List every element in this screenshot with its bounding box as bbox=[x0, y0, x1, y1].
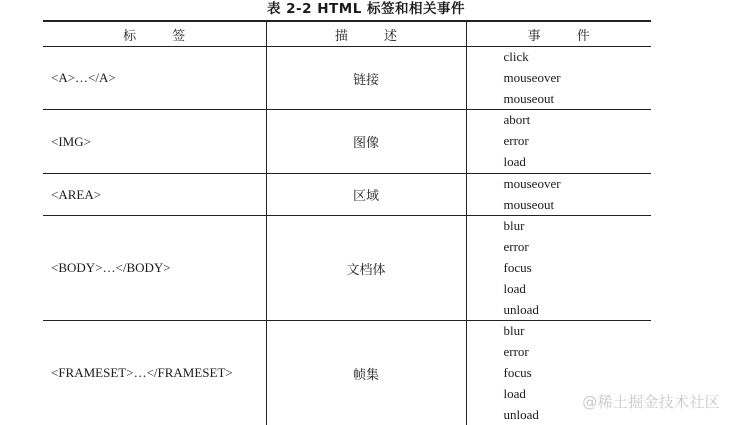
event-item: load bbox=[503, 153, 526, 169]
event-item: blur bbox=[503, 323, 525, 339]
event-item: mouseout bbox=[503, 196, 555, 212]
header-row bbox=[43, 21, 651, 47]
table-row bbox=[43, 173, 651, 216]
tag-cell: <FRAMESET>…</FRAMESET> bbox=[43, 321, 266, 425]
tag-cell: <IMG> bbox=[43, 110, 266, 173]
description-cell: 帧集 bbox=[266, 321, 466, 425]
watermark: @稀土掘金技术社区 bbox=[582, 393, 720, 411]
event-item: blur bbox=[503, 218, 525, 234]
table-row bbox=[43, 321, 651, 425]
event-item: unload bbox=[503, 301, 539, 317]
event-item: focus bbox=[503, 259, 532, 275]
events-table bbox=[43, 20, 651, 425]
event-item: load bbox=[503, 385, 526, 401]
events-cell bbox=[466, 216, 651, 321]
event-item: load bbox=[503, 280, 526, 296]
event-item: click bbox=[503, 49, 529, 64]
event-item: abort bbox=[503, 112, 531, 128]
event-item: unload bbox=[503, 406, 539, 422]
tag-cell: <AREA> bbox=[43, 173, 266, 216]
table-row bbox=[43, 110, 651, 173]
event-item: error bbox=[503, 133, 529, 149]
events-cell bbox=[466, 173, 651, 216]
events-cell bbox=[466, 47, 651, 110]
description-cell: 文档体 bbox=[266, 216, 466, 321]
event-item: error bbox=[503, 239, 529, 255]
event-item: mouseover bbox=[503, 175, 561, 191]
header-description: 描 述 bbox=[266, 21, 466, 47]
header-tag: 标 签 bbox=[43, 21, 266, 47]
description-cell: 图像 bbox=[266, 110, 466, 173]
event-item: error bbox=[503, 344, 529, 360]
description-cell: 链接 bbox=[266, 47, 466, 110]
event-item: mouseover bbox=[503, 69, 561, 85]
table-caption: 表 2-2 HTML 标签和相关事件 bbox=[266, 1, 466, 17]
table-row bbox=[43, 47, 651, 110]
tag-cell: <A>…</A> bbox=[43, 47, 266, 110]
description-cell: 区域 bbox=[266, 173, 466, 216]
events-cell bbox=[466, 110, 651, 173]
header-events: 事 件 bbox=[466, 21, 651, 47]
tag-cell: <BODY>…</BODY> bbox=[43, 216, 266, 321]
event-item: mouseout bbox=[503, 90, 555, 106]
event-item: focus bbox=[503, 364, 532, 380]
table-row bbox=[43, 216, 651, 321]
